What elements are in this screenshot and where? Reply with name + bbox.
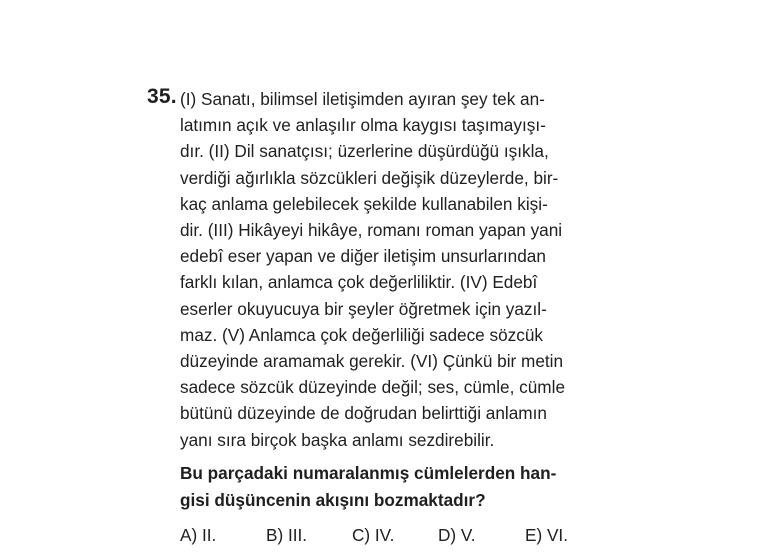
option-a[interactable]: A) II. bbox=[180, 525, 217, 545]
passage-line: düzeyinde aramamak gerekir. (VI) Çünkü bir metin bbox=[180, 351, 564, 372]
question-passage bbox=[180, 86, 600, 453]
option-c[interactable]: C) IV. bbox=[352, 525, 395, 545]
passage-line: (I) Sanatı, bilimsel iletişimden ayıran şey tek an- bbox=[180, 89, 545, 109]
answer-options bbox=[180, 522, 600, 548]
option-e[interactable]: E) VI. bbox=[525, 525, 568, 545]
passage-line: sadece sözcük düzeyinde değil; ses, cümle, cümle bbox=[180, 377, 566, 398]
passage-line: kaç anlama gelebilecek şekilde kullanabilen kişi- bbox=[180, 193, 548, 214]
option-d[interactable]: D) V. bbox=[438, 525, 476, 545]
passage-line: latımın açık ve anlaşılır olma kaygısı taşımayışı- bbox=[180, 115, 546, 136]
passage-line: dir. (III) Hikâyeyi hikâye, romanı roman yapan yani bbox=[180, 220, 563, 241]
prompt-line: gisi düşüncenin akışını bozmaktadır? bbox=[180, 490, 486, 510]
passage-line: yanı sıra birçok başka anlamı sezdirebilir. bbox=[180, 429, 495, 450]
passage-line: dır. (II) Dil sanatçısı; üzerlerine düşürdüğü ışıkla, bbox=[180, 141, 549, 162]
passage-line: maz. (V) Anlamca çok değerliliği sadece sözcük bbox=[180, 324, 544, 345]
question-prompt bbox=[180, 460, 600, 514]
prompt-line: Bu parçadaki numaralanmış cümlelerden han- bbox=[180, 463, 557, 483]
option-b[interactable]: B) III. bbox=[266, 525, 308, 545]
passage-line: farklı kılan, anlamca çok değerliliktir. (IV) Edebî bbox=[180, 272, 538, 293]
passage-line: bütünü düzeyinde de doğrudan belirttiği anlamın bbox=[180, 403, 547, 424]
passage-line: eserler okuyucuya bir şeyler öğretmek için yazıl- bbox=[180, 298, 547, 319]
passage-line: verdiği ağırlıkla sözcükleri değişik düzeylerde, bir- bbox=[180, 167, 559, 188]
question-number: 35. bbox=[147, 85, 177, 108]
passage-line: edebî eser yapan ve diğer iletişim unsurlarından bbox=[180, 246, 546, 267]
